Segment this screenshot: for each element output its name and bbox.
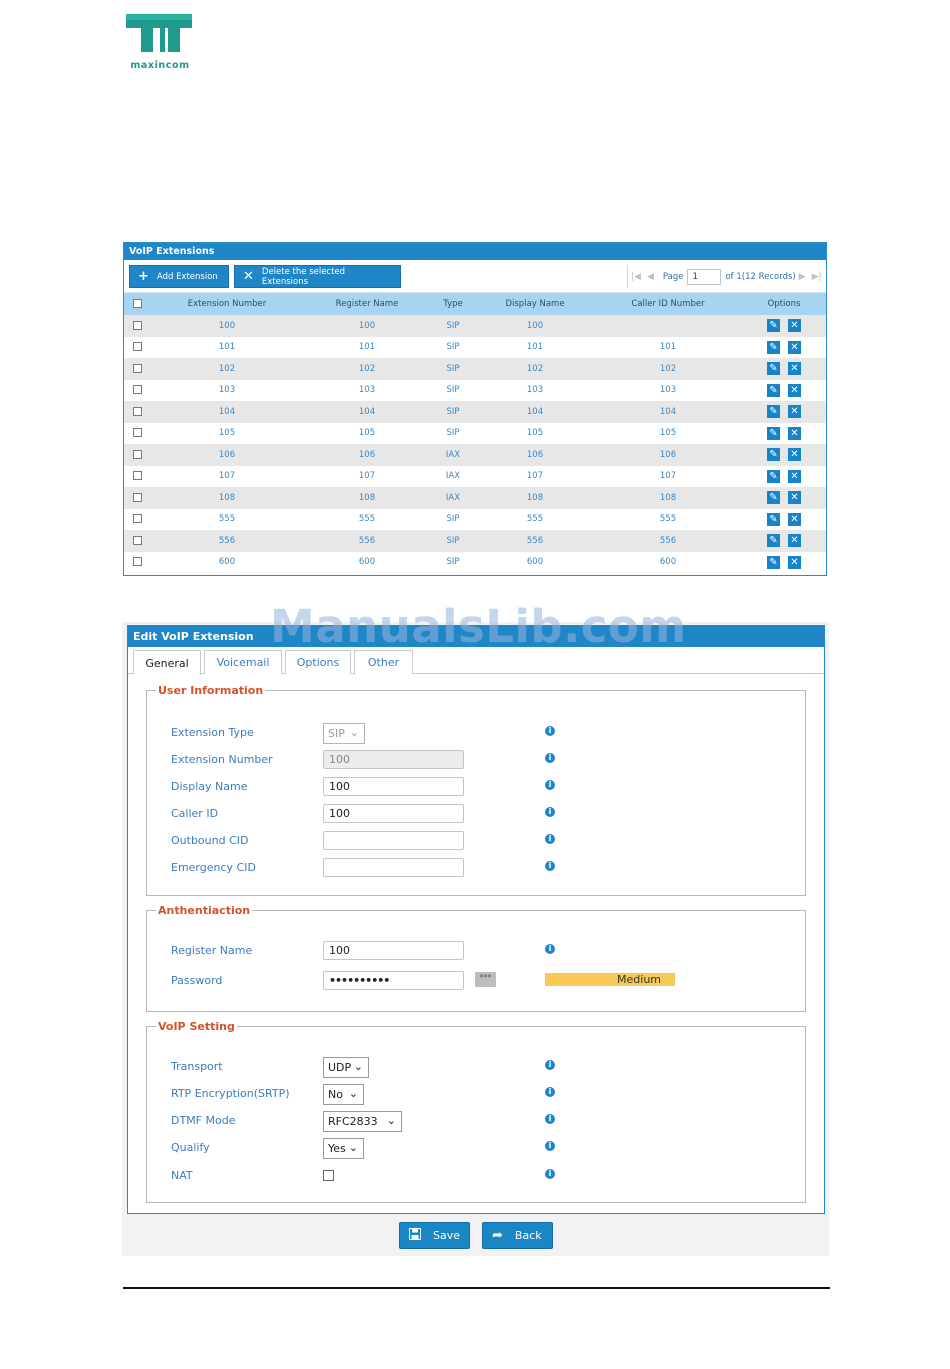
col-extension-number[interactable]: Extension Number	[187, 299, 267, 309]
extension-number-cell: 556	[218, 535, 236, 546]
edit-icon[interactable]: ✎	[767, 427, 780, 440]
srtp-select[interactable]	[323, 1084, 364, 1105]
nat-label: NAT	[171, 1169, 193, 1182]
edit-icon[interactable]: ✎	[767, 448, 780, 461]
panel-title: VoIP Extensions	[124, 243, 826, 260]
row-checkbox[interactable]	[133, 450, 142, 459]
caller-id-cell: 600	[659, 557, 677, 568]
info-icon[interactable]: i	[545, 1087, 555, 1097]
type-cell: SIP	[446, 363, 460, 374]
qualify-row	[171, 1138, 791, 1158]
col-display-name[interactable]: Display Name	[505, 299, 565, 309]
edit-icon[interactable]: ✎	[767, 362, 780, 375]
options-cell	[742, 444, 826, 466]
password-input[interactable]: ••••••••••	[323, 971, 464, 990]
table-row	[124, 401, 826, 423]
row-select-cell	[124, 509, 150, 531]
qualify-label: Qualify	[171, 1141, 210, 1154]
back-button[interactable]	[482, 1222, 553, 1249]
delete-icon[interactable]: ✕	[788, 319, 801, 332]
delete-icon[interactable]: ✕	[788, 384, 801, 397]
edit-area	[122, 622, 829, 1256]
caller-id-row	[171, 804, 791, 824]
display-name-cell: 102	[526, 363, 544, 374]
display-name-cell: 107	[526, 471, 544, 482]
options-cell	[742, 380, 826, 402]
options-cell	[742, 530, 826, 552]
row-select-cell	[124, 337, 150, 359]
row-checkbox[interactable]	[133, 321, 142, 330]
row-checkbox[interactable]	[133, 407, 142, 416]
srtp-row	[171, 1084, 791, 1104]
extension-number-cell: 101	[218, 342, 236, 353]
delete-icon[interactable]: ✕	[788, 534, 801, 547]
caller-id-cell: 101	[659, 342, 677, 353]
table-row	[124, 315, 826, 337]
col-caller-id-number[interactable]: Caller ID Number	[631, 299, 705, 309]
register-name-cell: 108	[358, 492, 376, 503]
info-icon[interactable]: i	[545, 1169, 555, 1179]
tab-general[interactable]: General	[133, 650, 201, 675]
dtmf-mode-select[interactable]	[323, 1111, 402, 1132]
floppy-disk-icon	[409, 1228, 421, 1244]
type-cell: SIP	[446, 385, 460, 396]
edit-icon[interactable]: ✎	[767, 556, 780, 569]
row-checkbox[interactable]	[133, 536, 142, 545]
type-cell: SIP	[446, 406, 460, 417]
options-cell	[742, 337, 826, 359]
type-cell: SIP	[446, 557, 460, 568]
srtp-label: RTP Encryption(SRTP)	[171, 1087, 290, 1100]
options-cell	[742, 509, 826, 531]
page-label: Page	[662, 271, 684, 282]
row-checkbox[interactable]	[133, 428, 142, 437]
caller-id-cell: 107	[659, 471, 677, 482]
edit-icon[interactable]: ✎	[767, 534, 780, 547]
edit-panel-title: Edit VoIP Extension	[128, 626, 824, 647]
delete-icon[interactable]: ✕	[788, 556, 801, 569]
authentication-legend: Anthentiaction	[158, 904, 251, 917]
display-name-label: Display Name	[171, 780, 248, 793]
options-cell	[742, 552, 826, 574]
register-name-cell: 105	[358, 428, 376, 439]
caller-id-cell: 104	[659, 406, 677, 417]
delete-selected-button[interactable]	[234, 265, 401, 288]
edit-icon[interactable]: ✎	[767, 491, 780, 504]
qualify-value: Yes	[328, 1142, 346, 1155]
back-arrow-icon: ➦	[492, 1228, 503, 1243]
extension-number-row	[171, 750, 791, 770]
row-select-cell	[124, 552, 150, 574]
dtmf-mode-row	[171, 1111, 791, 1131]
register-name-input[interactable]: 100	[323, 941, 464, 960]
edit-icon[interactable]: ✎	[767, 513, 780, 526]
caller-id-cell: 555	[659, 514, 677, 525]
voip-setting-group	[146, 1020, 806, 1203]
delete-icon[interactable]: ✕	[788, 470, 801, 483]
display-name-cell: 106	[526, 449, 544, 460]
type-cell: SIP	[446, 535, 460, 546]
password-strength-bar	[545, 973, 675, 986]
row-checkbox[interactable]	[133, 342, 142, 351]
extensions-table	[124, 293, 826, 573]
chevron-down-icon: ⌄	[386, 1114, 396, 1127]
delete-icon[interactable]: ✕	[788, 405, 801, 418]
extension-number-cell: 100	[218, 320, 236, 331]
table-row	[124, 444, 826, 466]
nat-checkbox[interactable]	[323, 1170, 334, 1181]
register-name-cell: 103	[358, 385, 376, 396]
table-row	[124, 552, 826, 574]
caller-id-label: Caller ID	[171, 807, 219, 820]
close-icon: ✕	[243, 269, 254, 284]
chevron-down-icon: ⌄	[353, 1060, 363, 1073]
prev-page-icon[interactable]: ◀	[646, 271, 654, 282]
toolbar	[124, 260, 826, 293]
nat-row	[171, 1166, 791, 1186]
save-label: Save	[433, 1229, 461, 1242]
caller-id-cell: 105	[659, 428, 677, 439]
transport-label: Transport	[171, 1060, 223, 1073]
table-row	[124, 380, 826, 402]
edit-icon[interactable]: ✎	[767, 470, 780, 483]
type-cell: SIP	[446, 514, 460, 525]
col-register-name[interactable]: Register Name	[335, 299, 399, 309]
extension-type-value: SIP	[328, 727, 345, 740]
extension-number-cell: 555	[218, 514, 236, 525]
info-icon[interactable]: i	[545, 780, 555, 790]
info-icon[interactable]: i	[545, 1114, 555, 1124]
edit-voip-extension-panel	[127, 625, 825, 1214]
caller-id-cell	[594, 315, 742, 337]
options-cell	[742, 466, 826, 488]
type-cell: SIP	[446, 342, 460, 353]
register-name-cell: 104	[358, 406, 376, 417]
delete-icon[interactable]: ✕	[788, 448, 801, 461]
row-select-cell	[124, 423, 150, 445]
save-button[interactable]	[399, 1222, 470, 1249]
outbound-cid-label: Outbound CID	[171, 834, 249, 847]
caller-id-input[interactable]: 100	[323, 804, 464, 823]
caller-id-cell: 556	[659, 535, 677, 546]
info-icon[interactable]: i	[545, 807, 555, 817]
display-name-cell: 555	[526, 514, 544, 525]
table-row	[124, 423, 826, 445]
row-select-cell	[124, 487, 150, 509]
qualify-select[interactable]	[323, 1138, 364, 1159]
pager	[627, 265, 825, 288]
password-label: Password	[171, 974, 223, 987]
type-cell: SIP	[446, 428, 460, 439]
extension-number-cell: 104	[218, 406, 236, 417]
voip-setting-legend: VoIP Setting	[158, 1020, 235, 1033]
records-count: of 1(12 Records)	[725, 271, 796, 282]
register-name-cell: 556	[358, 535, 376, 546]
user-information-group	[146, 684, 806, 896]
logo-mark-icon	[120, 8, 200, 60]
row-select-cell	[124, 444, 150, 466]
emergency-cid-input[interactable]	[323, 858, 464, 877]
register-name-cell: 102	[358, 363, 376, 374]
register-name-cell: 600	[358, 557, 376, 568]
page-number-input[interactable]	[687, 269, 721, 285]
first-page-icon[interactable]: |◀	[631, 271, 641, 282]
info-icon[interactable]: i	[545, 1141, 555, 1151]
delete-selected-label: Delete the selected Extensions	[261, 266, 346, 287]
select-all-checkbox[interactable]	[133, 299, 142, 308]
col-type[interactable]: Type	[443, 299, 463, 309]
emergency-cid-row	[171, 858, 791, 878]
transport-row	[171, 1057, 791, 1077]
options-cell	[742, 401, 826, 423]
edit-icon[interactable]: ✎	[767, 384, 780, 397]
type-cell: IAX	[445, 492, 461, 503]
display-name-cell: 600	[526, 557, 544, 568]
logo-text: maxincom	[130, 60, 190, 71]
row-checkbox[interactable]	[133, 364, 142, 373]
extension-number-cell: 107	[218, 471, 236, 482]
extension-type-select[interactable]	[323, 723, 365, 744]
info-icon[interactable]: i	[545, 861, 555, 871]
extension-number-input: 100	[323, 750, 464, 769]
display-name-cell: 104	[526, 406, 544, 417]
display-name-cell: 108	[526, 492, 544, 503]
delete-icon[interactable]: ✕	[788, 491, 801, 504]
edit-icon[interactable]: ✎	[767, 341, 780, 354]
row-checkbox[interactable]	[133, 385, 142, 394]
watermark: ManualsLib.com	[270, 600, 687, 653]
tab-voicemail[interactable]: Voicemail	[204, 650, 282, 674]
dtmf-mode-label: DTMF Mode	[171, 1114, 236, 1127]
footer-divider	[123, 1287, 830, 1289]
caller-id-cell: 108	[659, 492, 677, 503]
tab-other[interactable]: Other	[354, 650, 413, 674]
display-name-input[interactable]: 100	[323, 777, 464, 796]
add-extension-button[interactable]	[129, 265, 229, 288]
srtp-value: No	[328, 1088, 343, 1101]
type-cell: SIP	[446, 320, 460, 331]
display-name-cell: 103	[526, 385, 544, 396]
edit-icon[interactable]: ✎	[767, 319, 780, 332]
table-header	[124, 293, 826, 315]
info-icon[interactable]: i	[545, 753, 555, 763]
table-row	[124, 487, 826, 509]
extension-number-cell: 103	[218, 385, 236, 396]
transport-select[interactable]	[323, 1057, 369, 1078]
chevron-down-icon: ⌄	[349, 726, 359, 739]
row-checkbox[interactable]	[133, 493, 142, 502]
edit-icon[interactable]: ✎	[767, 405, 780, 418]
outbound-cid-row	[171, 831, 791, 851]
options-cell	[742, 487, 826, 509]
register-name-cell: 100	[358, 320, 376, 331]
caller-id-cell: 102	[659, 363, 677, 374]
row-select-cell	[124, 401, 150, 423]
display-name-cell: 105	[526, 428, 544, 439]
password-strength-label: Medium	[617, 973, 661, 986]
plus-icon: +	[138, 269, 149, 284]
row-checkbox[interactable]	[133, 514, 142, 523]
table-body	[124, 315, 826, 573]
chevron-down-icon: ⌄	[348, 1087, 358, 1100]
table-row	[124, 358, 826, 380]
row-select-cell	[124, 358, 150, 380]
row-select-cell	[124, 380, 150, 402]
delete-icon[interactable]: ✕	[788, 341, 801, 354]
info-icon[interactable]: i	[545, 944, 555, 954]
add-extension-label: Add Extension	[156, 271, 218, 282]
register-name-cell: 107	[358, 471, 376, 482]
row-select-cell	[124, 530, 150, 552]
back-label: Back	[514, 1229, 542, 1242]
maxincom-logo	[120, 8, 200, 74]
options-cell	[742, 423, 826, 445]
extension-number-cell: 600	[218, 557, 236, 568]
col-options: Options	[767, 299, 801, 309]
table-row	[124, 466, 826, 488]
display-name-row	[171, 777, 791, 797]
row-select-cell	[124, 466, 150, 488]
display-name-cell: 556	[526, 535, 544, 546]
dtmf-mode-value: RFC2833	[328, 1115, 378, 1128]
show-password-toggle[interactable]: ***	[475, 972, 496, 987]
info-icon[interactable]: i	[545, 726, 555, 736]
delete-icon[interactable]: ✕	[788, 427, 801, 440]
extension-type-row	[171, 723, 791, 743]
display-name-cell: 101	[526, 342, 544, 353]
extension-number-label: Extension Number	[171, 753, 273, 766]
select-all-cell	[124, 293, 150, 315]
caller-id-cell: 106	[659, 449, 677, 460]
delete-icon[interactable]: ✕	[788, 362, 801, 375]
extension-number-cell: 106	[218, 449, 236, 460]
row-checkbox[interactable]	[133, 471, 142, 480]
password-row	[171, 971, 791, 991]
extension-number-cell: 105	[218, 428, 236, 439]
tab-options[interactable]: Options	[285, 650, 351, 674]
emergency-cid-label: Emergency CID	[171, 861, 256, 874]
register-name-row	[171, 941, 791, 961]
voip-extensions-panel	[123, 242, 827, 576]
info-icon[interactable]: i	[545, 1060, 555, 1070]
type-cell: IAX	[445, 449, 461, 460]
register-name-label: Register Name	[171, 944, 253, 957]
row-checkbox[interactable]	[133, 557, 142, 566]
extension-number-cell: 108	[218, 492, 236, 503]
authentication-group	[146, 904, 806, 1012]
register-name-cell: 101	[358, 342, 376, 353]
type-cell: IAX	[445, 471, 461, 482]
extension-type-label: Extension Type	[171, 726, 254, 739]
delete-icon[interactable]: ✕	[788, 513, 801, 526]
user-information-legend: User Information	[158, 684, 264, 697]
options-cell	[742, 315, 826, 337]
register-name-cell: 555	[358, 514, 376, 525]
options-cell	[742, 358, 826, 380]
display-name-cell: 100	[526, 320, 544, 331]
row-select-cell	[124, 315, 150, 337]
outbound-cid-input[interactable]	[323, 831, 464, 850]
table-row	[124, 530, 826, 552]
table-row	[124, 337, 826, 359]
caller-id-cell: 103	[659, 385, 677, 396]
chevron-down-icon: ⌄	[348, 1141, 358, 1154]
table-row	[124, 509, 826, 531]
next-page-icon[interactable]: ▶	[798, 271, 806, 282]
info-icon[interactable]: i	[545, 834, 555, 844]
transport-value: UDP	[328, 1061, 352, 1074]
extension-number-cell: 102	[218, 363, 236, 374]
register-name-cell: 106	[358, 449, 376, 460]
last-page-icon[interactable]: ▶|	[811, 271, 822, 282]
